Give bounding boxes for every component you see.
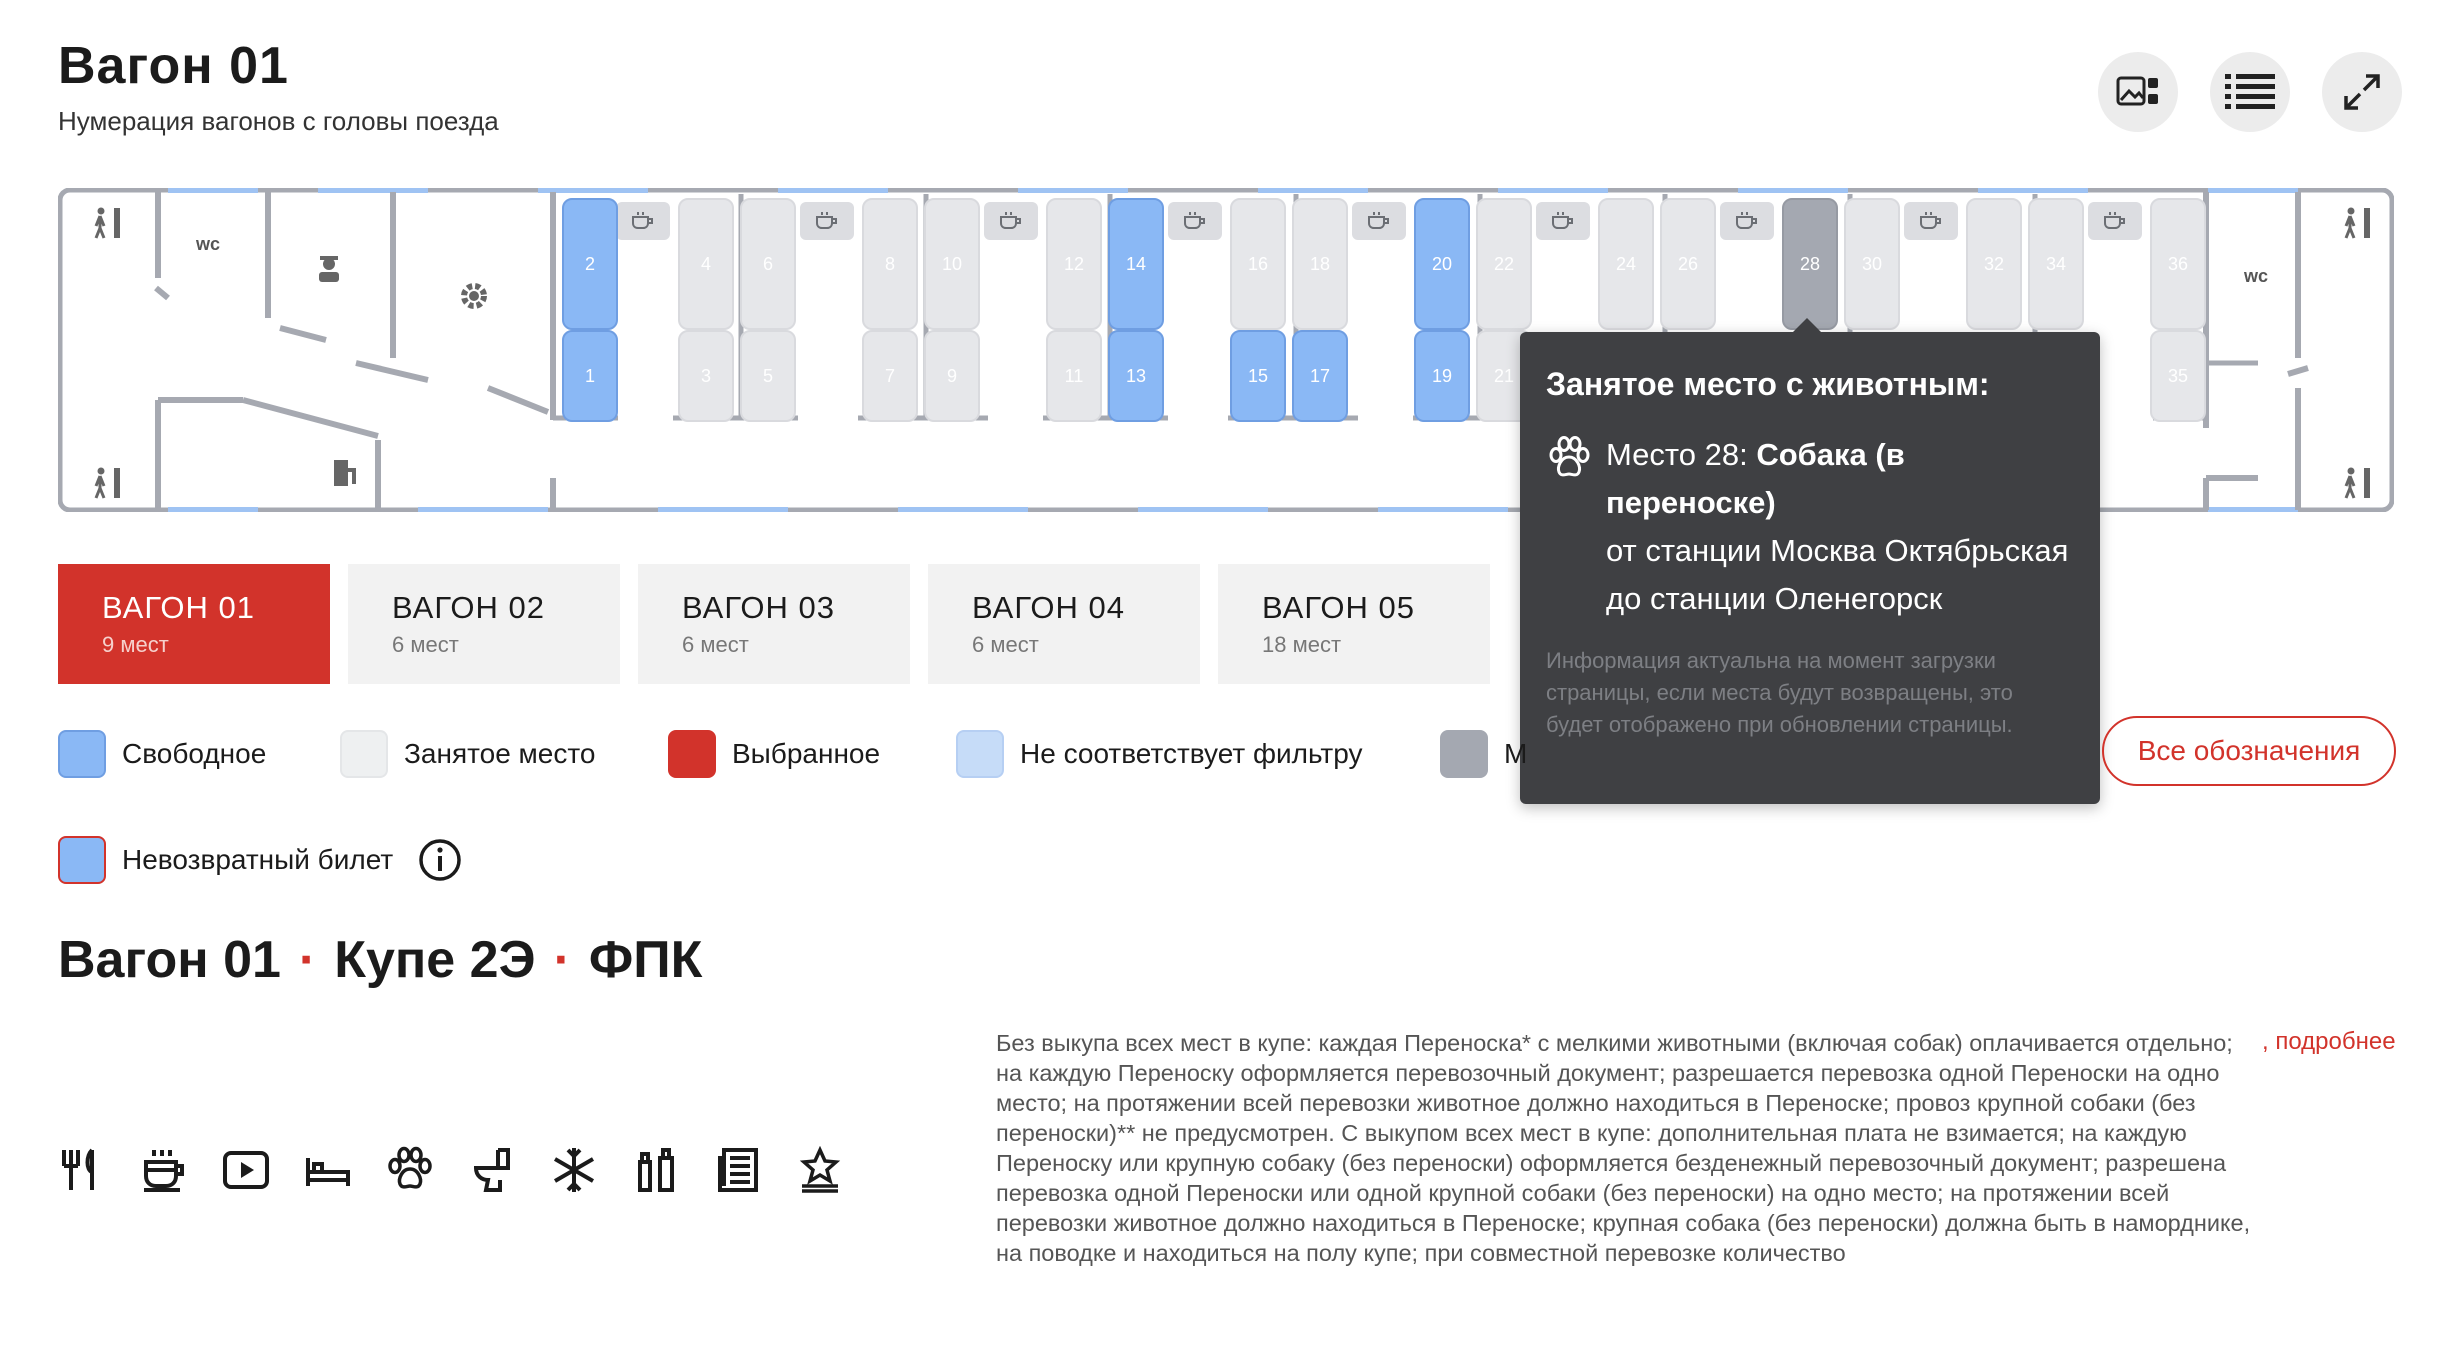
exit-icon xyxy=(2342,466,2376,500)
seat-8[interactable]: 8 xyxy=(862,198,918,330)
press-icon xyxy=(714,1146,762,1194)
seat-26[interactable]: 26 xyxy=(1660,198,1716,330)
seat-24[interactable]: 24 xyxy=(1598,198,1654,330)
wagon-section-title: Вагон 01 · Купе 2Э · ФПК xyxy=(58,931,703,989)
table-cup-icon xyxy=(616,202,670,240)
legend-nonrefund-swatch xyxy=(58,836,106,884)
all-legend-button[interactable]: Все обозначения xyxy=(2102,716,2396,786)
section-carrier: ФПК xyxy=(588,931,703,989)
seat-32[interactable]: 32 xyxy=(1966,198,2022,330)
seat-18[interactable]: 18 xyxy=(1292,198,1348,330)
seat-20[interactable]: 20 xyxy=(1414,198,1470,330)
tooltip-arrow xyxy=(1793,318,1821,332)
legend-nonrefund-label: Невозвратный билет xyxy=(122,844,394,875)
list-icon xyxy=(2225,72,2275,112)
gear-icon xyxy=(458,280,490,312)
hygiene-kit-icon xyxy=(632,1146,680,1194)
pet-rules-text: Без выкупа всех мест в купе: каждая Переноска* с мелкими животными (включая собак) оплачивается отдельно; на каждую Переноску оформляется перевозочный документ; разрешается перевозка одной Переноски на одно место; на протяжении всей перевозки животное должно находиться в Переноске; провоз крупной собаки (без переноски)** не предусмотрен. С выкупом всех мест в купе: дополнительная плата не взимается; на каждую Переноску или крупную собаку (без переноски) оформляется безденежный перевозочный документ; разрешена перевозка одной Переноски или одной крупной собаки (без переноски) на одно место; на протяжении всей перевозки животное должно находиться в Переноске; крупная собака (без переноски) должна быть в наморднике, на поводке и находиться на полу купе; при совместной перевозке количество xyxy=(996,1030,2251,1266)
legend-selected-label: Выбранное xyxy=(732,738,881,769)
wagon-tab-1[interactable] xyxy=(58,564,330,684)
seat-35[interactable]: 35 xyxy=(2150,330,2206,422)
wagon-tab-count: 6 мест xyxy=(972,632,1039,657)
tooltip-text xyxy=(1606,431,2074,623)
exit-icon xyxy=(2342,206,2376,240)
seat-15[interactable]: 15 xyxy=(1230,330,1286,422)
seat-22[interactable]: 22 xyxy=(1476,198,1532,330)
legend-animal-swatch xyxy=(1440,730,1488,778)
seat-28[interactable]: 28 xyxy=(1782,198,1838,330)
service-icons xyxy=(58,1146,844,1194)
wagon-tab-count: 18 мест xyxy=(1262,632,1342,657)
wagon-tab-count: 6 мест xyxy=(392,632,459,657)
list-view-button[interactable] xyxy=(2210,52,2290,132)
table-cup-icon xyxy=(1904,202,1958,240)
wagon-tab-name: ВАГОН 02 xyxy=(392,590,545,625)
tooltip-seat: Место 28: xyxy=(1606,437,1757,472)
conductor-icon xyxy=(314,254,344,284)
legend-free-swatch xyxy=(58,730,106,778)
legend-taken-label: Занятое место xyxy=(404,738,596,769)
wagon-tab-5[interactable] xyxy=(1218,564,1490,684)
legend-animal-label: М xyxy=(1504,738,1528,769)
section-class: Купе 2Э xyxy=(334,931,536,989)
paw-icon xyxy=(1546,435,1592,481)
photo-view-button[interactable] xyxy=(2098,52,2178,132)
seat-34[interactable]: 34 xyxy=(2028,198,2084,330)
table-cup-icon xyxy=(984,202,1038,240)
restaurant-icon xyxy=(58,1146,106,1194)
seat-10[interactable]: 10 xyxy=(924,198,980,330)
bed-icon xyxy=(304,1146,352,1194)
coffee-icon xyxy=(140,1146,188,1194)
table-cup-icon xyxy=(2088,202,2142,240)
tooltip-animal: Собака (в переноске) xyxy=(1606,437,1905,520)
section-wagon: Вагон 01 xyxy=(58,931,281,989)
wagon-tab-count: 6 мест xyxy=(682,632,749,657)
seat-2[interactable]: 2 xyxy=(562,198,618,330)
seat-12[interactable]: 12 xyxy=(1046,198,1102,330)
wagon-tab-name: ВАГОН 05 xyxy=(1262,590,1415,625)
legend-nomatch-label: Не соответствует фильтру xyxy=(1020,738,1363,769)
table-cup-icon xyxy=(1352,202,1406,240)
seat-3[interactable]: 3 xyxy=(678,330,734,422)
seat-14[interactable]: 14 xyxy=(1108,198,1164,330)
boiler-icon xyxy=(330,458,360,488)
fullscreen-button[interactable] xyxy=(2322,52,2402,132)
table-cup-icon xyxy=(1168,202,1222,240)
seat-13[interactable]: 13 xyxy=(1108,330,1164,422)
legend-selected-swatch xyxy=(668,730,716,778)
seat-21[interactable]: 21 xyxy=(1476,330,1532,422)
seat-4[interactable]: 4 xyxy=(678,198,734,330)
seat-11[interactable]: 11 xyxy=(1046,330,1102,422)
toilet-icon xyxy=(468,1146,516,1194)
wc-label-right: wc xyxy=(2244,266,2269,286)
seat-17[interactable]: 17 xyxy=(1292,330,1348,422)
wc-label: wc xyxy=(196,234,221,254)
wagon-tab-3[interactable] xyxy=(638,564,910,684)
seat-5[interactable]: 5 xyxy=(740,330,796,422)
page-title: Вагон 01 xyxy=(58,37,289,95)
paw-icon xyxy=(386,1146,434,1194)
seat-1[interactable]: 1 xyxy=(562,330,618,422)
wagon-tab-2[interactable] xyxy=(348,564,620,684)
exit-icon xyxy=(92,466,126,500)
tooltip-note: Информация актуальна на момент загрузки страницы, если места будут возвращены, это будет отображено при обновлении страницы. xyxy=(1546,648,2013,737)
more-link[interactable]: , подробнее xyxy=(2262,1028,2396,1055)
wagon-tab-name: ВАГОН 03 xyxy=(682,590,835,625)
table-cup-icon xyxy=(800,202,854,240)
seat-7[interactable]: 7 xyxy=(862,330,918,422)
wagon-tab-name: ВАГОН 04 xyxy=(972,590,1125,625)
wagon-tab-4[interactable] xyxy=(928,564,1200,684)
exit-icon xyxy=(92,206,126,240)
gallery-icon xyxy=(2116,74,2160,110)
legend-taken-swatch xyxy=(340,730,388,778)
seat-36[interactable]: 36 xyxy=(2150,198,2206,330)
video-icon xyxy=(222,1146,270,1194)
page-subtitle: Нумерация вагонов с головы поезда xyxy=(58,106,499,136)
tooltip-route: от станции Москва Октябрьская до станции Оленегорск xyxy=(1606,533,2069,616)
seat-6[interactable]: 6 xyxy=(740,198,796,330)
legend-free-label: Свободное xyxy=(122,738,267,769)
wagon-tab-name: ВАГОН 01 xyxy=(102,590,255,625)
seat-19[interactable]: 19 xyxy=(1414,330,1470,422)
seat-tooltip xyxy=(1520,332,2100,804)
wagon-tab-count: 9 мест xyxy=(102,632,169,657)
table-cup-icon xyxy=(1720,202,1774,240)
info-icon[interactable] xyxy=(418,838,462,882)
seat-30[interactable]: 30 xyxy=(1844,198,1900,330)
air-conditioning-icon xyxy=(550,1146,598,1194)
seat-9[interactable]: 9 xyxy=(924,330,980,422)
expand-icon xyxy=(2342,72,2382,112)
seat-16[interactable]: 16 xyxy=(1230,198,1286,330)
table-cup-icon xyxy=(1536,202,1590,240)
tooltip-title: Занятое место с животным: xyxy=(1546,366,1990,402)
premium-service-icon xyxy=(796,1146,844,1194)
legend-nomatch-swatch xyxy=(956,730,1004,778)
